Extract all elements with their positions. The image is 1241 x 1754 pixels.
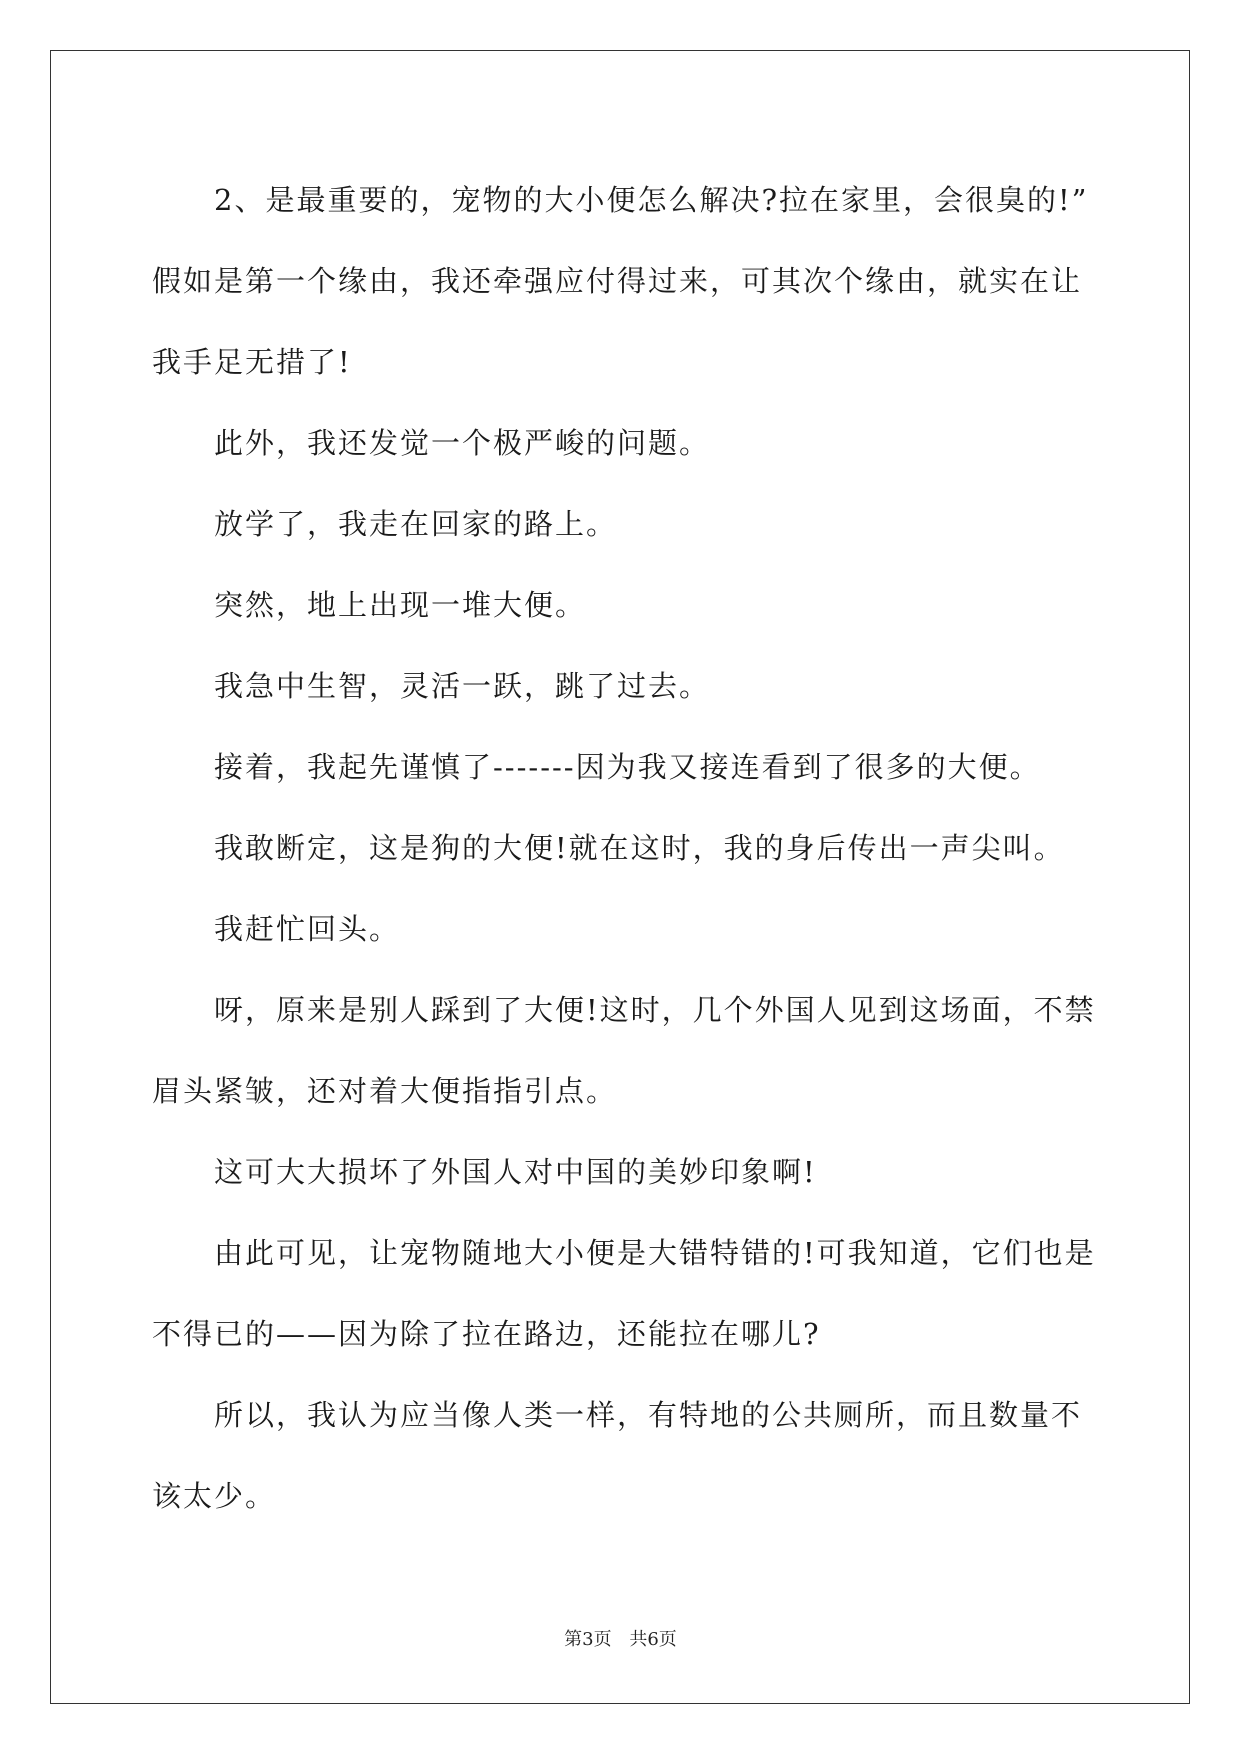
text-line: 呀，原来是别人踩到了大便!这时，几个外国人见到这场面，不禁 xyxy=(214,993,1096,1027)
text-line: 该太少。 xyxy=(152,1479,277,1513)
page-total: 共6页 xyxy=(629,1629,677,1650)
text-line: 由此可见，让宠物随地大小便是大错特错的!可我知道，它们也是 xyxy=(214,1236,1096,1270)
text-line: 我急中生智，灵活一跃，跳了过去。 xyxy=(214,669,711,703)
page-footer xyxy=(0,1625,1241,1651)
text-line: 所以，我认为应当像人类一样，有特地的公共厕所，而且数量不 xyxy=(214,1398,1083,1432)
text-line: 我敢断定，这是狗的大便!就在这时，我的身后传出一声尖叫。 xyxy=(214,831,1065,865)
text-line: 接着，我起先谨慎了-------因为我又接连看到了很多的大便。 xyxy=(214,750,1041,784)
text-line: 眉头紧皱，还对着大便指指引点。 xyxy=(152,1074,618,1108)
body-text xyxy=(152,160,1096,1537)
text-line: 此外，我还发觉一个极严峻的问题。 xyxy=(214,426,711,460)
text-line: 2、是最重要的，宠物的大小便怎么解决?拉在家里，会很臭的!” xyxy=(214,183,1089,217)
text-line: 突然，地上出现一堆大便。 xyxy=(214,588,587,622)
text-line: 不得已的——因为除了拉在路边，还能拉在哪儿? xyxy=(152,1317,821,1351)
text-line: 放学了，我走在回家的路上。 xyxy=(214,507,618,541)
text-line: 假如是第一个缘由，我还牵强应付得过来，可其次个缘由，就实在让 xyxy=(152,264,1083,298)
page-number: 第3页 xyxy=(564,1629,612,1650)
text-line: 我手足无措了! xyxy=(152,345,352,379)
text-line: 我赶忙回头。 xyxy=(214,912,401,946)
document-body xyxy=(152,160,1096,1537)
text-line: 这可大大损坏了外国人对中国的美妙印象啊! xyxy=(214,1155,817,1189)
